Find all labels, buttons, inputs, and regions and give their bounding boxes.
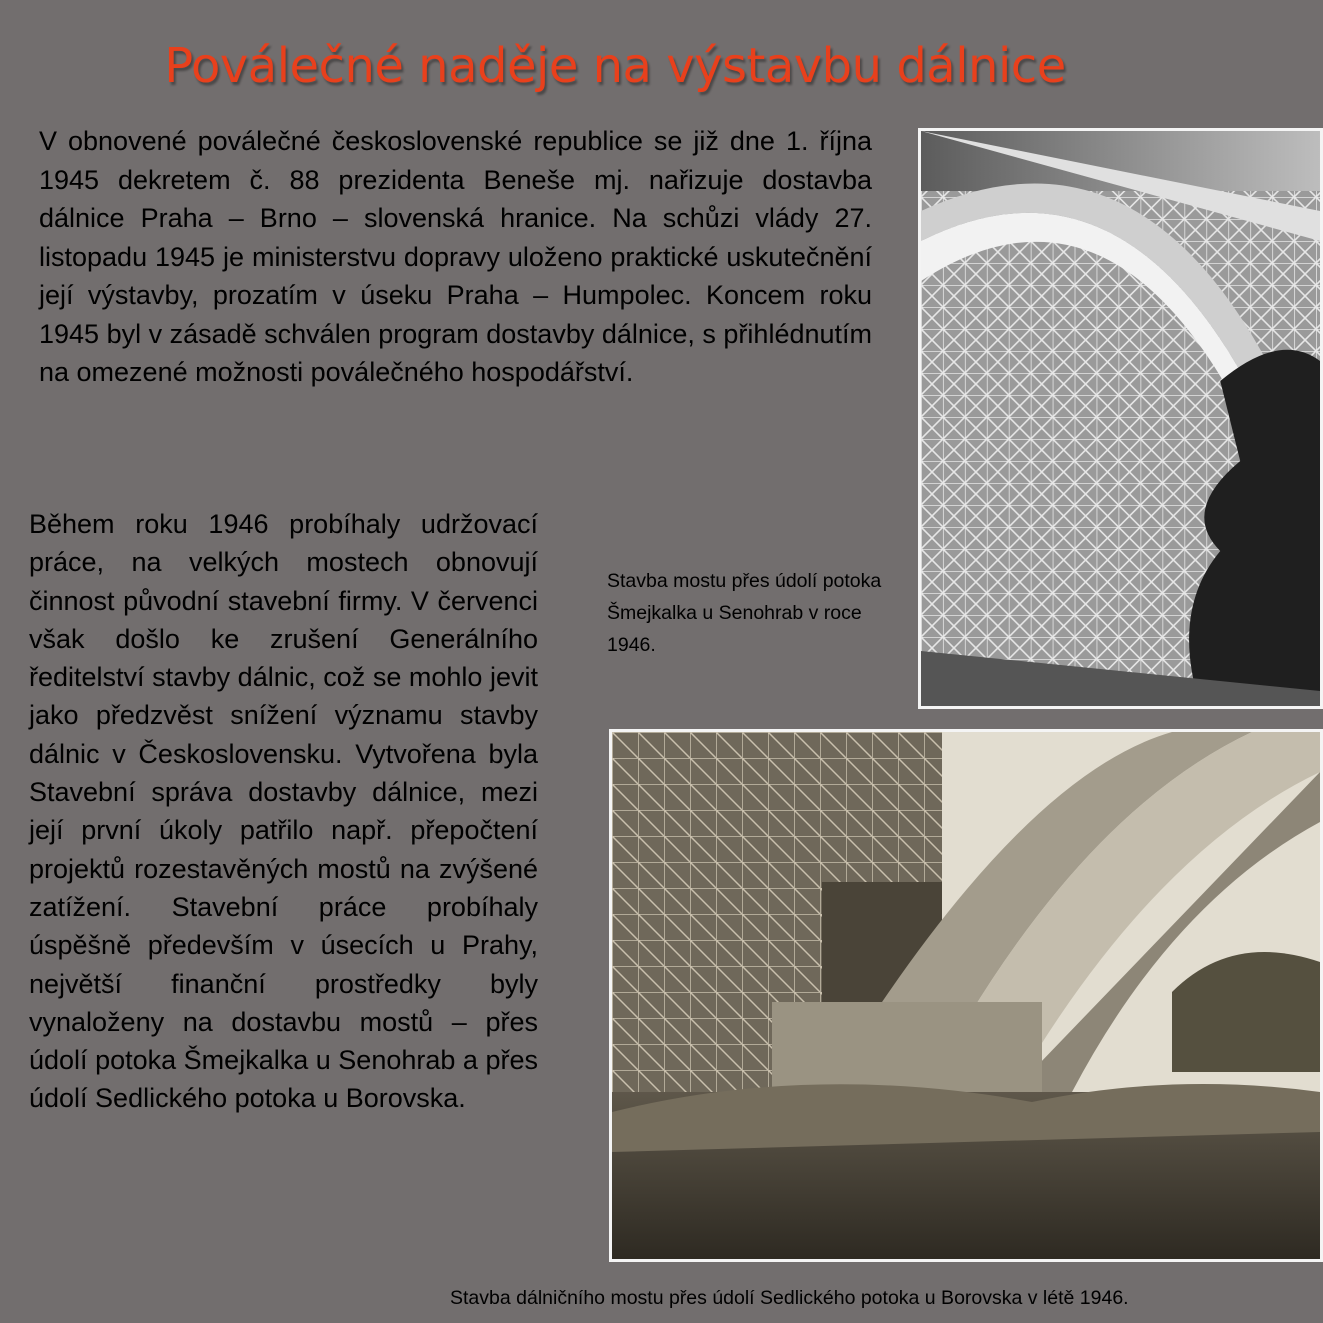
body-paragraph-1946: Během roku 1946 probíhaly udržovací práce, na velkých mostech obnovují činnost původní stavební firmy. V červenci však došlo ke zrušení Generálního ředitelství stavby dálnic, což se mohlo jevit jako předzvěst snížení významu stavby dálnic v Československu. Vytvořena byla Stavební správa dostavby dálnice, mezi její první úkoly patřilo např. přepočtení projektů rozestavěných mostů na zvýšené zatížení. Stavební práce probíhaly úspěšně především v úsecích u Prahy, největší finanční prostředky byly vynaloženy na dostavbu mostů – přes údolí potoka Šmejkalka u Senohrab a přes údolí Sedlického potoka u Borovska. — [29, 509, 538, 1114]
scaffolding-bridge-illustration — [921, 131, 1320, 706]
photo-caption-borovsko: Stavba dálničního mostu přes údolí Sedlického potoka u Borovska v létě 1946. — [450, 1287, 1129, 1309]
photo-smejkalka-bridge — [918, 128, 1323, 709]
page-title: Poválečné naděje na výstavbu dálnice — [164, 38, 1066, 94]
concrete-arch-illustration — [612, 732, 1320, 1259]
photo-borovsko-bridge — [609, 729, 1323, 1262]
intro-paragraph: V obnovené poválečné československé republice se již dne 1. října 1945 dekretem č. 88 prezidenta Beneše mj. nařizuje dostavba dálnice Praha – Brno – slovenská hranice. Na schůzi vlády 27. listopadu 1945 je ministerstvu dopravy uloženo praktické uskutečnění její výstavby, prozatím v úseku Praha – Humpolec. Koncem roku 1945 byl v zásadě schválen program dostavby dálnice, s přihlédnutím na omezené možnosti poválečného hospodářství. — [39, 126, 872, 387]
photo-caption-smejkalka: Stavba mostu přes údolí potoka Šmejkalka u Senohrab v roce 1946. — [607, 570, 882, 656]
